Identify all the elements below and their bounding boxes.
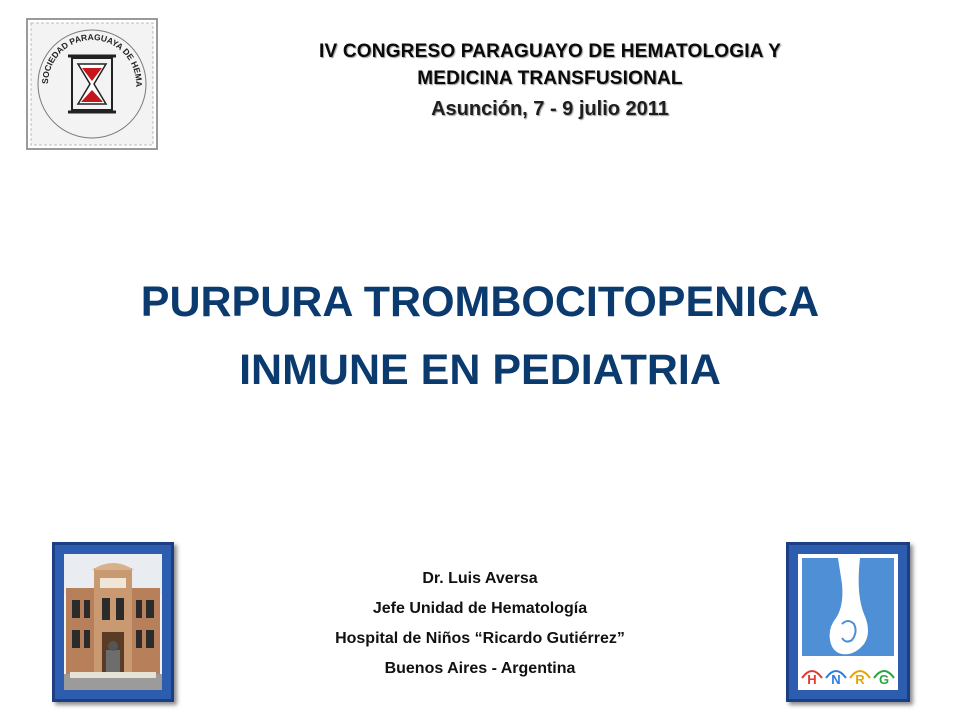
author-hospital: Hospital de Niños “Ricardo Gutiérrez” xyxy=(335,630,625,647)
slide-title-line-2: INMUNE EN PEDIATRIA xyxy=(239,346,721,394)
congress-place-date: Asunción, 7 - 9 julio 2011 xyxy=(431,98,669,120)
author-role: Jefe Unidad de Hematología xyxy=(372,600,588,617)
slide-title-line-1: PURPURA TROMBOCITOPENICA xyxy=(140,278,820,326)
hospital-building-image xyxy=(64,554,162,690)
seal-text: SOCIEDAD PARAGUAYA DE HEMA xyxy=(39,31,145,87)
logo-letter-h: H xyxy=(807,672,817,687)
author-block xyxy=(200,564,760,684)
seal-graphic xyxy=(26,18,158,150)
hands-logo-icon xyxy=(798,554,898,690)
logo-letter-n: N xyxy=(831,672,841,687)
slide-title xyxy=(0,268,960,404)
congress-title-line-1: IV CONGRESO PARAGUAYO DE HEMATOLOGIA Y xyxy=(319,41,781,62)
hospital-logo xyxy=(786,542,910,702)
congress-header xyxy=(160,38,940,121)
author-name: Dr. Luis Aversa xyxy=(422,570,538,587)
logo-letter-g: G xyxy=(878,672,890,687)
hospital-photo xyxy=(52,542,174,702)
logo-letter-r: R xyxy=(855,672,865,687)
author-city: Buenos Aires - Argentina xyxy=(384,660,576,677)
society-seal xyxy=(26,18,158,150)
congress-title-line-2: MEDICINA TRANSFUSIONAL xyxy=(417,68,683,89)
